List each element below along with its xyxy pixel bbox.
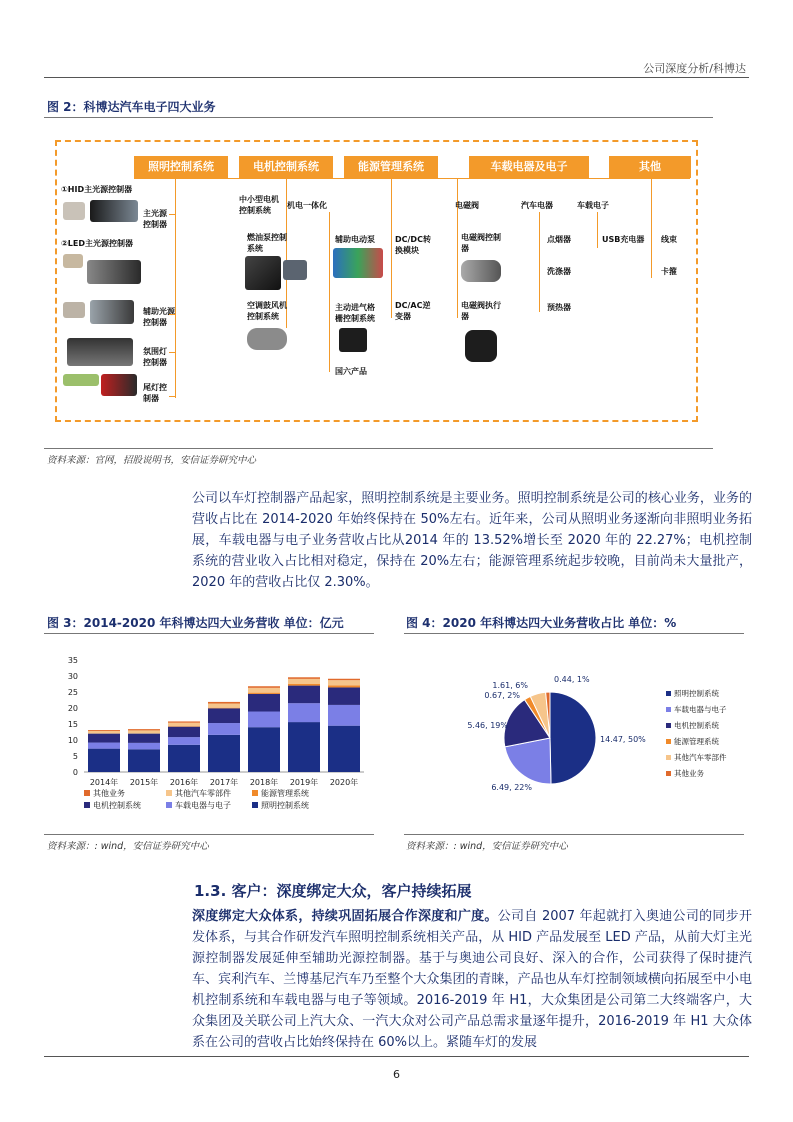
hid-controller-image	[63, 202, 85, 220]
business-diagram	[55, 140, 698, 422]
pie-legend-label: 车载电器与电子	[674, 705, 727, 714]
bar-segment	[168, 721, 200, 722]
hid-label: ①HID主光源控制器	[61, 185, 133, 194]
figure2-rule	[44, 117, 713, 118]
footer-rule	[44, 1056, 749, 1057]
aux-controller-image	[63, 302, 85, 318]
solenoid-actuator: 电磁阀执行器	[461, 301, 501, 321]
bar-segment	[168, 723, 200, 727]
led-label: ②LED主光源控制器	[61, 239, 133, 248]
x-tick-label: 2014年	[89, 778, 119, 787]
fuel-pump-image	[245, 256, 281, 290]
bar-segment	[168, 737, 200, 745]
bar-segment	[88, 743, 120, 749]
solenoid-controller-image	[461, 260, 501, 282]
blower-image	[247, 328, 287, 350]
pie-legend-label: 能源管理系统	[674, 737, 719, 746]
y-tick-label: 20	[67, 704, 78, 713]
bar-segment	[248, 712, 280, 728]
x-tick-label: 2019年	[289, 778, 319, 787]
bar-segment	[208, 708, 240, 723]
header-rule	[44, 77, 749, 78]
bar-segment	[208, 704, 240, 708]
fuel-pump-part-image	[283, 260, 307, 280]
y-tick-label: 30	[67, 672, 78, 681]
bar-segment	[328, 680, 360, 685]
y-tick-label: 5	[72, 752, 78, 761]
bar-segment	[288, 679, 320, 684]
usb-charger: USB充电器	[602, 235, 645, 244]
figure2-title: 图 2：科博达汽车电子四大业务	[47, 100, 216, 114]
bar-segment	[288, 684, 320, 686]
bar-segment	[248, 686, 280, 688]
pie-data-label: 14.47, 50%	[600, 735, 646, 744]
category-other: 其他	[609, 156, 691, 178]
header-title: 公司深度分析/科博达	[643, 62, 746, 75]
revenue-bar-chart	[44, 648, 374, 828]
legend-swatch	[166, 802, 172, 808]
vehicle-electronics: 车载电子	[577, 201, 609, 210]
pie-legend-label: 照明控制系统	[674, 689, 719, 698]
legend-label: 照明控制系统	[261, 801, 309, 810]
bar-segment	[288, 686, 320, 704]
legend-swatch	[166, 790, 172, 796]
section-text: 公司自 2007 年起就打入奥迪公司的同步开发体系，与其合作研发汽车照明控制系统相关产品，从 HID 产品发展至 LED 产品，从前大灯主光源控制器发展延伸至辅助光源控制器。基于与奥迪公司良好、深入的合作，公司获得了保时捷汽车、宾利汽车、兰博基尼汽车乃至整个大众集团的青睐，产品也从车灯控制领域横向拓展至中小电机控制系统和车载电器与电子等领域。2016-2019 年 H1，大众集团是公司第二大终端客户，大众集团及关联公司上汽大众、一汽大众对公司产品总需求量逐年提升，2016-2019 年 H1 大众体系在公司的营收占比始终保持在 60%以上。紧随车灯的发展	[192, 909, 752, 1050]
bar-segment	[88, 730, 120, 731]
bar-segment	[328, 687, 360, 704]
pie-legend-label: 电机控制系统	[674, 721, 719, 730]
aux-light-controller: 辅助光源控制器	[143, 307, 175, 327]
vehicle-appliance: 汽车电器	[521, 201, 553, 210]
ac-blower-control: 空调鼓风机控制系统	[247, 301, 287, 321]
category-connector	[134, 178, 690, 179]
solenoid-controller: 电磁阀控制器	[461, 233, 501, 253]
bar-segment	[248, 727, 280, 772]
legend-swatch	[252, 790, 258, 796]
bar-segment	[328, 679, 360, 680]
bar-segment	[328, 705, 360, 726]
bar-segment	[168, 726, 200, 727]
bar-segment	[128, 734, 160, 743]
bar-segment	[128, 730, 160, 733]
bar-segment	[128, 743, 160, 749]
legend-swatch	[84, 802, 90, 808]
dcdc-module: DC/DC转换模块	[395, 235, 431, 255]
hose-clamp: 卡箍	[661, 267, 677, 276]
section-title: 1.3. 客户：深度绑定大众，客户持续拓展	[194, 882, 472, 900]
pie-data-label: 6.49, 22%	[491, 783, 532, 792]
revenue-pie-chart	[404, 648, 744, 828]
mechatronics: 机电一体化	[287, 201, 327, 210]
y-tick-label: 10	[67, 736, 78, 745]
pie-data-label: 0.44, 1%	[554, 675, 590, 684]
bar-segment	[168, 727, 200, 738]
x-tick-label: 2020年	[329, 778, 359, 787]
washer: 洗涤器	[547, 267, 571, 276]
legend-label: 能源管理系统	[261, 789, 309, 798]
cigarette-lighter: 点烟器	[547, 235, 571, 244]
solenoid-actuator-image	[465, 330, 497, 362]
pie-legend-swatch	[666, 707, 671, 712]
x-tick-label: 2016年	[169, 778, 199, 787]
pie-legend-label: 其他汽车零部件	[674, 753, 727, 762]
wire-harness: 线束	[661, 235, 677, 244]
bar-segment	[208, 702, 240, 704]
bar-segment	[288, 703, 320, 722]
business-paragraph: 公司以车灯控制器产品起家，照明控制系统是主要业务。照明控制系统是公司的核心业务，业务的营收占比在 2014-2020 年始终保持在 50%左右。近年来，公司从照明业务逐渐向非照明业务拓展，车载电器与电子业务营收占比从2014 年的 13.52%增长至 2020 年的 22.27%；电机控制系统的营业收入占比相对稳定，保持在 20%左右；能源管理系统起步较晚，目前尚未大量批产，2020 年的营收占比仅 2.30%。	[192, 491, 752, 590]
legend-swatch	[252, 802, 258, 808]
x-tick-label: 2018年	[249, 778, 279, 787]
led-headlamp-image	[87, 260, 141, 284]
pie-data-label: 1.61, 6%	[492, 681, 528, 690]
bar-segment	[288, 722, 320, 772]
bar-segment	[328, 726, 360, 772]
figure4-source: 资料来源：: wind，安信证券研究中心	[406, 841, 568, 852]
figure2-bottom-rule	[44, 448, 713, 449]
bar-segment	[208, 723, 240, 735]
china6-products: 国六产品	[335, 367, 367, 376]
figure4-title: 图 4：2020 年科博达四大业务营收占比 单位：%	[406, 616, 677, 630]
dcac-inverter: DC/AC逆变器	[395, 301, 431, 321]
ambient-light-image	[67, 338, 133, 366]
tail-controller-image	[63, 374, 99, 386]
pie-legend-label: 其他业务	[674, 769, 704, 778]
legend-swatch	[84, 790, 90, 796]
bar-segment	[248, 688, 280, 693]
bar-segment	[288, 677, 320, 679]
solenoid-valve: 电磁阀	[455, 201, 479, 210]
pie-data-label: 5.46, 19%	[467, 721, 508, 730]
legend-label: 其他汽车零部件	[175, 789, 231, 798]
legend-label: 电机控制系统	[93, 801, 141, 810]
grille-module-image	[339, 328, 367, 352]
y-tick-label: 0	[72, 768, 78, 777]
pie-legend-swatch	[666, 691, 671, 696]
section-body	[192, 906, 752, 1053]
category-vehicle: 车载电器及电子	[469, 156, 589, 178]
small-motor-control: 中小型电机控制系统	[239, 195, 279, 215]
bar-segment	[128, 729, 160, 730]
headlamp-image	[90, 200, 138, 222]
tail-lamp-image	[101, 374, 137, 396]
pie-legend-swatch	[666, 755, 671, 760]
legend-label: 车载电器与电子	[175, 801, 231, 810]
pie-slice	[550, 692, 596, 784]
y-tick-label: 35	[67, 656, 78, 665]
figure2-source: 资料来源：官网，招股说明书，安信证券研究中心	[47, 455, 257, 466]
bar-segment	[128, 749, 160, 772]
y-tick-label: 25	[67, 688, 78, 697]
main-light-controller: 主光源控制器	[143, 209, 167, 229]
pie-legend-swatch	[666, 771, 671, 776]
pie-data-label: 0.67, 2%	[484, 691, 520, 700]
figure3-title: 图 3：2014-2020 年科博达四大业务营收 单位：亿元	[47, 616, 344, 630]
section-lead: 深度绑定大众体系，持续巩固拓展合作深度和广度。	[192, 909, 498, 924]
aux-pump-image	[333, 248, 383, 278]
bar-segment	[88, 731, 120, 734]
bar-segment	[88, 749, 120, 772]
bar-segment	[208, 735, 240, 772]
pie-legend-swatch	[666, 739, 671, 744]
fuel-pump-control: 燃油泵控制系统	[247, 233, 287, 253]
aux-lamp-image	[90, 300, 134, 324]
category-energy: 能源管理系统	[344, 156, 438, 178]
grille-control: 主动进气格栅控制系统	[335, 303, 375, 323]
tail-light-controller: 尾灯控制器	[143, 383, 167, 403]
bar-segment	[328, 685, 360, 687]
pie-legend-swatch	[666, 723, 671, 728]
category-lighting: 照明控制系统	[134, 156, 228, 178]
ambient-light-controller: 氛围灯控制器	[143, 347, 167, 367]
x-tick-label: 2017年	[209, 778, 239, 787]
bar-segment	[88, 734, 120, 743]
figure3-source: 资料来源：: wind，安信证券研究中心	[47, 841, 209, 852]
led-controller-image	[63, 254, 83, 268]
bar-segment	[248, 693, 280, 694]
bar-segment	[248, 694, 280, 712]
x-tick-label: 2015年	[129, 778, 159, 787]
preheater: 预热器	[547, 303, 571, 312]
category-motor: 电机控制系统	[239, 156, 333, 178]
page-number: 6	[393, 1068, 400, 1081]
bar-segment	[168, 745, 200, 772]
legend-label: 其他业务	[93, 789, 125, 798]
aux-electric-pump: 辅助电动泵	[335, 235, 375, 244]
y-tick-label: 15	[67, 720, 78, 729]
bar-segment	[208, 708, 240, 709]
